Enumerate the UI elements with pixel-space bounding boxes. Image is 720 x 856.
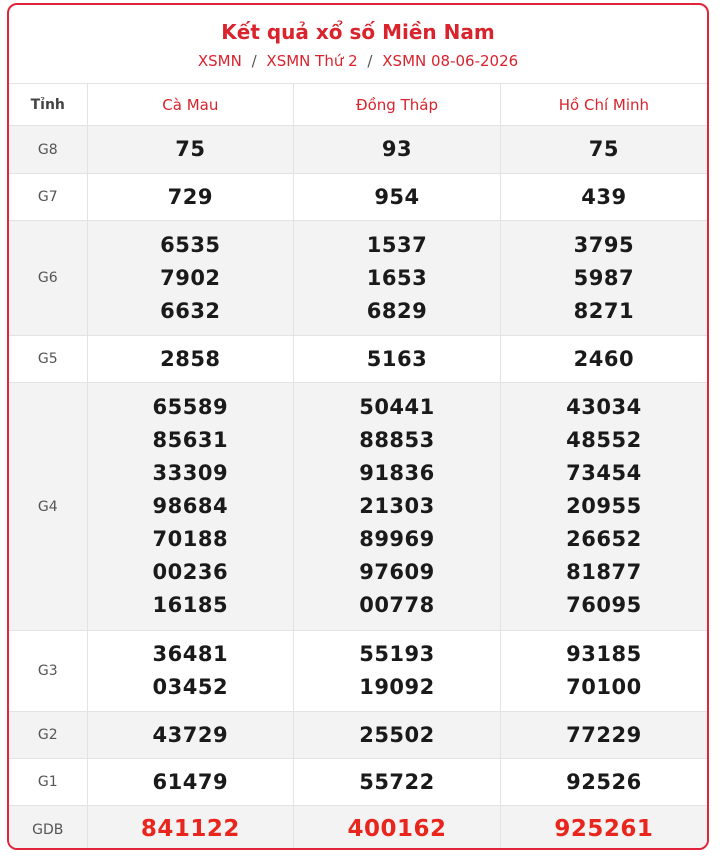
column-header-dong-thap[interactable]: Đồng Tháp: [294, 84, 501, 126]
prize-label: GDB: [9, 806, 87, 851]
breadcrumb: [9, 51, 707, 71]
prize-cell: [87, 221, 294, 336]
prize-cell: [87, 806, 294, 851]
prize-label: G6: [9, 221, 87, 336]
prize-cell: [500, 806, 707, 851]
prize-label: G7: [9, 174, 87, 221]
prize-number: 20955: [566, 494, 642, 518]
prize-row-g8: [9, 126, 707, 174]
prize-number: 61479: [152, 769, 229, 794]
breadcrumb-link-xsmn-thu-2[interactable]: XSMN Thứ 2: [266, 52, 358, 70]
prize-number: 81877: [566, 560, 642, 584]
prize-number: 19092: [359, 675, 435, 699]
prize-number: 2460: [573, 346, 635, 371]
prize-cell: [87, 759, 294, 806]
prize-label: G2: [9, 712, 87, 759]
prize-cell: [87, 174, 294, 221]
prize-number: 26652: [566, 527, 642, 551]
prize-number: 70188: [152, 527, 229, 551]
prize-cell: [500, 174, 707, 221]
prize-number: 439: [581, 184, 627, 209]
prize-number: 65589: [152, 395, 229, 419]
prize-cell: [500, 126, 707, 174]
prize-cell: [294, 712, 501, 759]
prize-cell: [87, 336, 294, 383]
prize-number: 1537: [366, 232, 428, 257]
prize-number: 25502: [359, 722, 435, 747]
page-title: Kết quả xổ số Miền Nam: [221, 20, 495, 44]
prize-number: 73454: [566, 461, 642, 485]
prize-row-g3: [9, 631, 707, 712]
prize-label: G5: [9, 336, 87, 383]
prize-number: 77229: [566, 722, 642, 747]
prize-number: 729: [167, 184, 213, 209]
prize-cell: [500, 631, 707, 712]
prize-cell: [294, 336, 501, 383]
prize-number: 55722: [359, 769, 435, 794]
column-header-province: Tỉnh: [9, 84, 87, 126]
prize-cell: [87, 126, 294, 174]
prize-label: G4: [9, 383, 87, 631]
column-header-ca-mau[interactable]: Cà Mau: [87, 84, 294, 126]
prize-number: 89969: [359, 527, 435, 551]
prize-number: 03452: [152, 675, 229, 699]
prize-cell: [87, 383, 294, 631]
prize-label: G3: [9, 631, 87, 712]
prize-number: 43034: [566, 395, 642, 419]
prize-cell: [294, 806, 501, 851]
prize-number: 33309: [152, 461, 229, 485]
prize-number: 92526: [566, 769, 642, 794]
prize-number: 00236: [152, 560, 229, 584]
prize-number: 954: [374, 184, 420, 209]
prize-row-g7: [9, 174, 707, 221]
prize-number: 50441: [359, 395, 435, 419]
prize-number: 97609: [359, 560, 435, 584]
prize-number: 6632: [160, 298, 221, 323]
results-table: [9, 84, 707, 850]
special-prize-number: 841122: [140, 816, 240, 842]
prize-cell: [500, 221, 707, 336]
prize-row-g6: [9, 221, 707, 336]
special-prize-number: 400162: [347, 816, 447, 842]
prize-number: 43729: [152, 722, 229, 747]
prize-cell: [500, 759, 707, 806]
prize-label: G8: [9, 126, 87, 174]
prize-number: 1653: [366, 265, 428, 290]
prize-number: 2858: [160, 346, 221, 371]
prize-number: 6829: [366, 298, 428, 323]
prize-number: 98684: [152, 494, 229, 518]
prize-number: 16185: [152, 593, 229, 617]
special-prize-number: 925261: [554, 816, 654, 842]
prize-cell: [294, 383, 501, 631]
prize-cell: [294, 221, 501, 336]
column-header-ho-chi-minh[interactable]: Hồ Chí Minh: [500, 84, 707, 126]
prize-number: 3795: [573, 232, 635, 257]
prize-number: 36481: [152, 642, 229, 666]
table-header-row: [9, 84, 707, 126]
prize-cell: [294, 126, 501, 174]
prize-number: 85631: [152, 428, 229, 452]
prize-number: 55193: [359, 642, 435, 666]
prize-number: 88853: [359, 428, 435, 452]
prize-cell: [294, 631, 501, 712]
prize-number: 91836: [359, 461, 435, 485]
prize-label: G1: [9, 759, 87, 806]
prize-row-g1: [9, 759, 707, 806]
results-header: [9, 5, 707, 84]
prize-number: 7902: [160, 265, 221, 290]
prize-cell: [500, 383, 707, 631]
prize-number: 6535: [160, 232, 221, 257]
prize-cell: [87, 712, 294, 759]
prize-cell: [500, 712, 707, 759]
prize-number: 21303: [359, 494, 435, 518]
prize-number: 93185: [566, 642, 642, 666]
prize-number: 75: [175, 137, 206, 161]
prize-row-g2: [9, 712, 707, 759]
breadcrumb-link-xsmn[interactable]: XSMN: [197, 52, 242, 70]
prize-number: 76095: [566, 593, 642, 617]
prize-cell: [294, 759, 501, 806]
prize-row-gdb: [9, 806, 707, 851]
prize-row-g4: [9, 383, 707, 631]
prize-number: 70100: [566, 675, 642, 699]
prize-row-g5: [9, 336, 707, 383]
prize-cell: [87, 631, 294, 712]
prize-cell: [294, 174, 501, 221]
results-card: [7, 3, 709, 850]
prize-number: 8271: [573, 298, 635, 323]
breadcrumb-separator: /: [367, 52, 373, 70]
prize-number: 75: [588, 137, 620, 161]
breadcrumb-separator: /: [251, 52, 257, 70]
prize-number: 93: [381, 137, 413, 161]
prize-number: 48552: [566, 428, 642, 452]
prize-number: 00778: [359, 593, 435, 617]
prize-number: 5987: [573, 265, 635, 290]
prize-cell: [500, 336, 707, 383]
breadcrumb-link-xsmn-date[interactable]: XSMN 08-06-2026: [382, 52, 519, 70]
results-table-body: [9, 126, 707, 851]
prize-number: 5163: [366, 346, 428, 371]
